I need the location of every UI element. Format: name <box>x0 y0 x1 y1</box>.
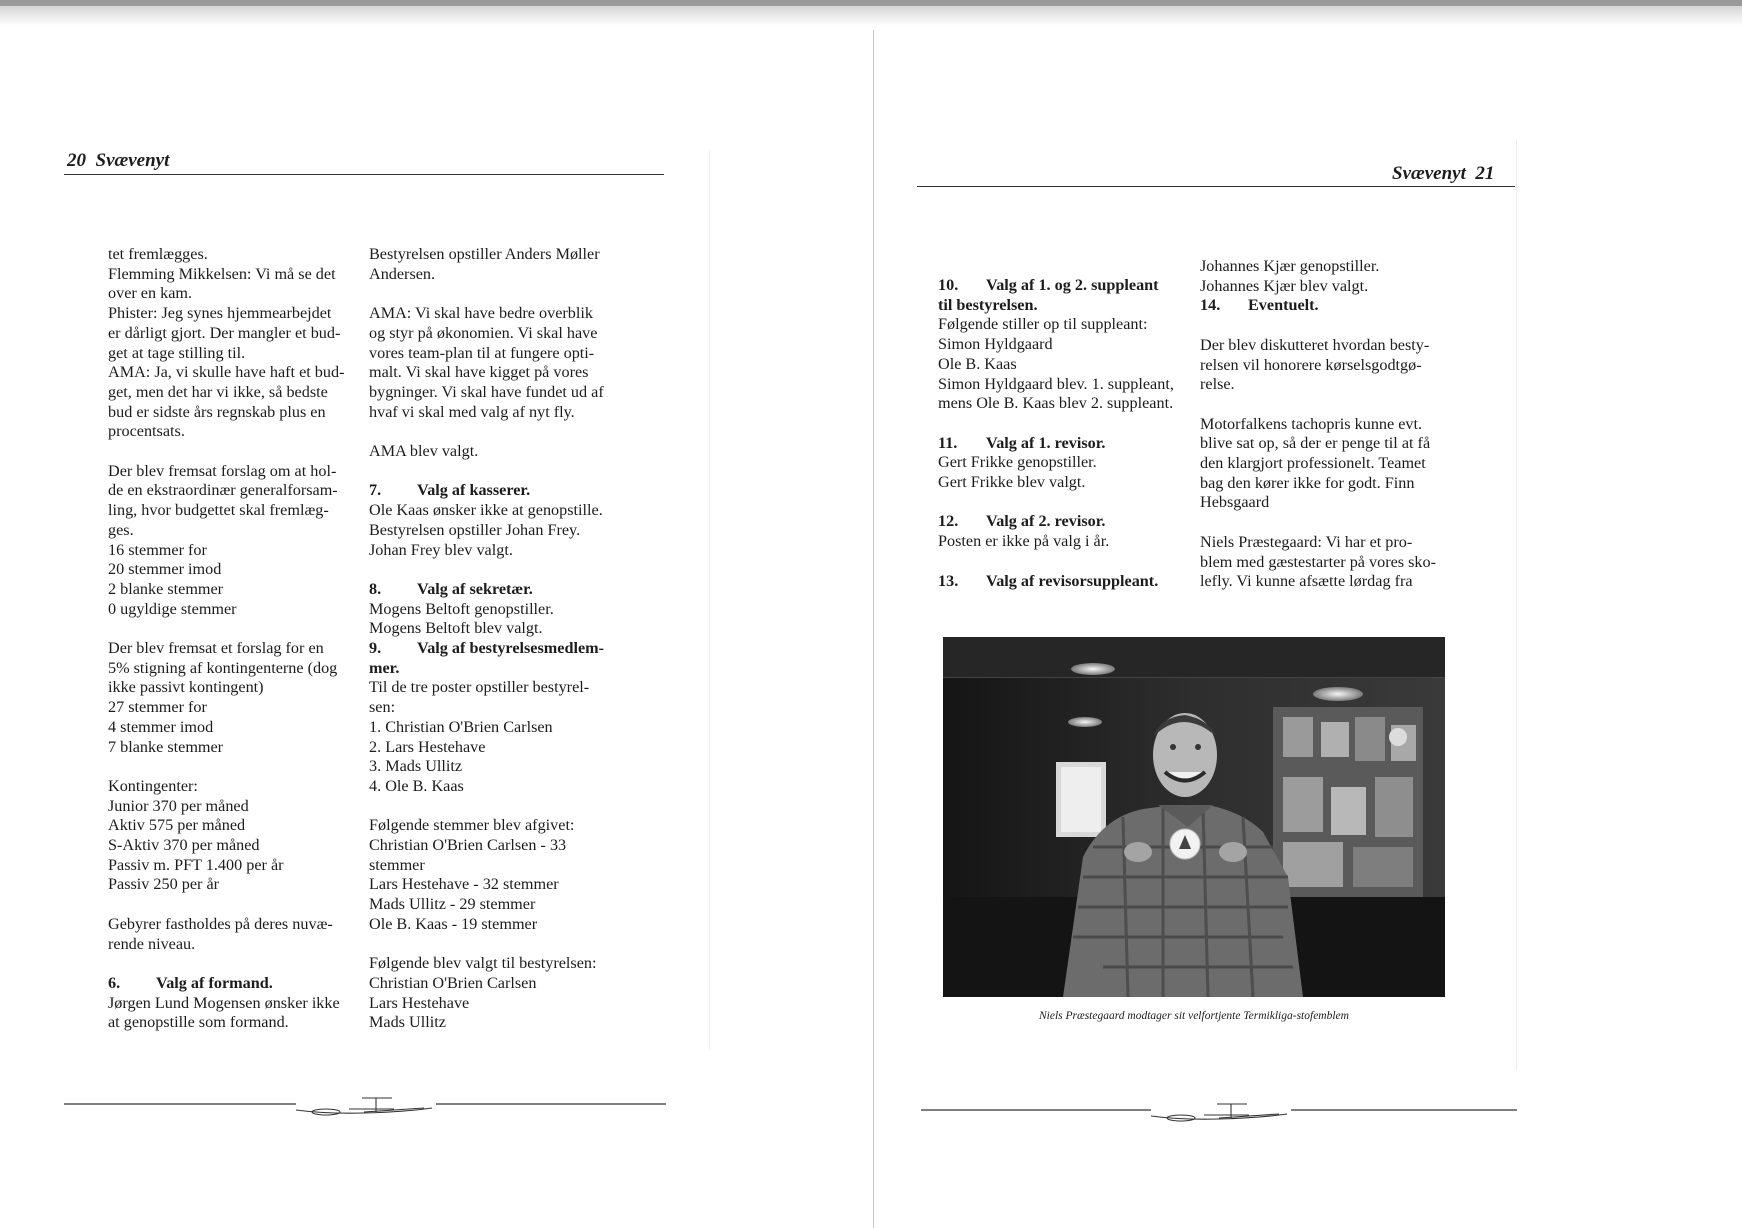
section-heading: 10. Valg af 1. og 2. suppleant <box>938 276 1159 294</box>
page-number: 21 <box>1475 163 1495 184</box>
text-line: er dårligt gjort. Der mangler et bud- <box>108 323 341 342</box>
section-heading: 13. Valg af revisorsuppleant. <box>938 571 1159 590</box>
paragraph <box>369 245 639 284</box>
section-heading: 9. Valg af bestyrelsesmedlem- <box>369 639 605 657</box>
text-line: Bestyrelsen opstiller Johan Frey. <box>369 520 581 539</box>
text-line: Posten er ikke på valg i år. <box>938 532 1110 551</box>
text-line: Der blev diskutteret hvordan besty- <box>1200 335 1430 354</box>
text-line: malt. Vi skal have kigget på vores <box>369 363 589 382</box>
text-line: relse. <box>1200 375 1235 394</box>
text-line: den klargjort professionelt. Teamet <box>1200 454 1426 472</box>
text-line: Christian O'Brien Carlsen - 33 <box>369 836 567 855</box>
text-line: over en kam. <box>108 284 193 303</box>
text-line: bygninger. Vi skal have fundet ud af <box>369 382 604 401</box>
text-line: Følgende stiller op til suppleant: <box>938 315 1148 334</box>
section-number: 13. <box>938 571 959 590</box>
photo-caption: Niels Præstegaard modtager sit velfortjente Termikliga-stofemblem <box>1039 1010 1349 1022</box>
text-line: Ole B. Kaas <box>938 354 1017 373</box>
header-rule <box>917 186 1515 187</box>
paragraph <box>1200 336 1460 395</box>
right-column-2 <box>1200 257 1460 612</box>
scan-shadow <box>0 6 1742 26</box>
text-line: ikke passivt kontingent) <box>108 678 264 697</box>
text-line: bud er sidste års regnskab plus en <box>108 402 326 421</box>
glider-icon <box>1151 1104 1287 1121</box>
text-line: 2. Lars Hestehave <box>369 737 486 756</box>
text-line: Passiv m. PFT 1.400 per år <box>108 855 284 874</box>
section-number: 11. <box>938 433 958 452</box>
section-9 <box>369 639 639 797</box>
text-line: mens Ole B. Kaas blev 2. suppleant. <box>938 394 1174 413</box>
text-line: Johannes Kjær genopstiller. <box>1200 257 1380 275</box>
text-line: 2 blanke stemmer <box>108 579 224 598</box>
paragraph <box>369 816 639 934</box>
text-line: de en ekstraordinær generalforsam- <box>108 481 338 500</box>
text-line: vores team-plan til at fungere opti- <box>369 343 595 362</box>
text-line: AMA: Ja, vi skulle have haft et bud- <box>108 363 345 382</box>
text-line: 27 stemmer for <box>108 698 207 717</box>
section-heading: 14. Eventuelt. <box>1200 296 1319 315</box>
text-line: Niels Præstegaard: Vi har et pro- <box>1200 532 1413 551</box>
text-line: 4. Ole B. Kaas <box>369 776 464 795</box>
text-line: Aktiv 575 per måned <box>108 816 246 835</box>
text-line: Mogens Beltoft genopstiller. <box>369 599 554 618</box>
text-line: get at tage stilling til. <box>108 343 246 362</box>
paragraph <box>369 954 639 1033</box>
section-number: 14. <box>1200 296 1221 315</box>
text-line: Hebsgaard <box>1200 493 1270 512</box>
text-line: Johannes Kjær blev valgt. <box>1200 276 1369 295</box>
section-8 <box>369 580 639 639</box>
text-line: AMA blev valgt. <box>369 442 479 460</box>
text-line: Ole B. Kaas - 19 stemmer <box>369 914 538 933</box>
text-line: Mads Ullitz <box>369 1013 446 1032</box>
paragraph <box>1200 257 1460 296</box>
text-line: 5% stigning af kontingenterne (dog <box>108 658 338 677</box>
text-line: Følgende stemmer blev afgivet: <box>369 816 575 835</box>
text-line: Andersen. <box>369 264 436 283</box>
section-number: 6. <box>108 973 121 992</box>
text-line: Gebyrer fastholdes på deres nuvæ- <box>108 914 333 933</box>
section-6 <box>108 974 368 1033</box>
right-column-1 <box>938 276 1203 611</box>
page-spine <box>873 30 874 1228</box>
text-line: Til de tre poster opstiller bestyrel- <box>369 678 590 697</box>
page-header <box>67 150 169 172</box>
text-line: til bestyrelsen. <box>938 295 1038 314</box>
text-line: tet fremlægges. <box>108 245 208 263</box>
section-14 <box>1200 296 1460 316</box>
text-line: ges. <box>108 520 134 539</box>
text-line: ling, hvor budgettet skal fremlæg- <box>108 501 329 520</box>
section-11 <box>938 434 1203 493</box>
text-line: Følgende blev valgt til bestyrelsen: <box>369 954 597 973</box>
text-line: Phister: Jeg synes hjemmearbejdet <box>108 304 332 323</box>
text-line: rende niveau. <box>108 934 196 953</box>
section-13 <box>938 572 1203 592</box>
page-number: 20 <box>67 150 86 171</box>
text-line: Junior 370 per måned <box>108 796 249 815</box>
text-line: lefly. Vi kunne afsætte lørdag fra <box>1200 572 1413 591</box>
text-line: Jørgen Lund Mogensen ønsker ikke <box>108 993 340 1012</box>
footer-ornament <box>921 1098 1517 1128</box>
text-line: Passiv 250 per år <box>108 875 220 894</box>
text-line: 0 ugyldige stemmer <box>108 599 237 618</box>
text-line: Ole Kaas ønsker ikke at genopstille. <box>369 501 603 520</box>
text-line: 7 blanke stemmer <box>108 737 224 756</box>
text-line: procentsats. <box>108 422 185 441</box>
page-header <box>1392 163 1494 185</box>
text-line: Gert Frikke genopstiller. <box>938 453 1097 472</box>
text-line: blem med gæstestarter på vores sko- <box>1200 552 1437 571</box>
glider-icon <box>296 1098 432 1115</box>
text-line: Kontingenter: <box>108 776 198 795</box>
header-rule <box>64 174 664 175</box>
text-line: bag den kører ikke for godt. Finn <box>1200 473 1415 492</box>
paragraph <box>369 304 639 422</box>
section-heading: 7. Valg af kasserer. <box>369 481 531 500</box>
section-number: 9. <box>369 639 382 657</box>
text-line: Bestyrelsen opstiller Anders Møller <box>369 245 600 263</box>
text-line: Der blev fremsat et forslag for en <box>108 639 324 658</box>
paragraph <box>108 777 368 895</box>
text-line: Motorfalkens tachopris kunne evt. <box>1200 414 1423 433</box>
section-12 <box>938 512 1203 551</box>
section-number: 8. <box>369 579 382 598</box>
photo <box>943 637 1445 997</box>
text-line: mer. <box>369 658 400 677</box>
text-line: S-Aktiv 370 per måned <box>108 836 260 855</box>
paragraph <box>369 442 639 462</box>
footer-ornament <box>64 1092 666 1122</box>
text-line: Mogens Beltoft blev valgt. <box>369 619 543 638</box>
section-number: 12. <box>938 512 959 531</box>
text-line: hvaf vi skal med valg af nyt fly. <box>369 402 575 421</box>
text-line: Flemming Mikkelsen: Vi må se det <box>108 264 336 283</box>
paragraph <box>108 639 368 757</box>
section-heading: 11. Valg af 1. revisor. <box>938 433 1106 452</box>
section-number: 7. <box>369 481 382 500</box>
text-line: 4 stemmer imod <box>108 717 214 736</box>
text-line: Johan Frey blev valgt. <box>369 540 513 559</box>
show-through-line <box>1516 140 1517 1070</box>
text-line: Simon Hyldgaard blev. 1. suppleant, <box>938 374 1174 393</box>
left-column-1 <box>108 245 368 1033</box>
publication-title: Svævenyt <box>95 150 170 171</box>
paragraph <box>108 462 368 620</box>
text-line: 3. Mads Ullitz <box>369 757 463 776</box>
text-line: og styr på økonomien. Vi skal have <box>369 323 598 342</box>
text-line: Mads Ullitz - 29 stemmer <box>369 895 536 914</box>
text-line: 16 stemmer for <box>108 540 207 559</box>
text-line: at genopstille som formand. <box>108 1013 289 1032</box>
text-line: blive sat op, så der er penge til at få <box>1200 434 1431 453</box>
text-line: stemmer <box>369 855 425 874</box>
text-line: Gert Frikke blev valgt. <box>938 473 1086 492</box>
publication-title: Svævenyt <box>1392 163 1466 184</box>
section-number: 10. <box>938 276 959 294</box>
section-heading: 8. Valg af sekretær. <box>369 579 533 598</box>
text-line: Lars Hestehave <box>369 993 470 1012</box>
section-heading: 12. Valg af 2. revisor. <box>938 512 1106 531</box>
show-through-line <box>709 150 710 1050</box>
paragraph <box>108 915 368 954</box>
paragraph <box>1200 533 1460 592</box>
left-column-2 <box>369 245 639 1053</box>
text-line: get, men det har vi ikke, så bedste <box>108 382 328 401</box>
text-line: 20 stemmer imod <box>108 560 222 579</box>
text-line: AMA: Vi skal have bedre overblik <box>369 304 593 323</box>
section-heading: 6. Valg af formand. <box>108 973 273 992</box>
paragraph <box>1200 415 1460 514</box>
section-10 <box>938 276 1203 414</box>
text-line: sen: <box>369 698 396 717</box>
text-line: Christian O'Brien Carlsen <box>369 973 537 992</box>
text-line: relsen vil honorere kørselsgodtgø- <box>1200 355 1422 374</box>
paragraph <box>108 245 368 442</box>
text-line: Lars Hestehave - 32 stemmer <box>369 875 559 894</box>
text-line: 1. Christian O'Brien Carlsen <box>369 717 553 736</box>
text-line: Der blev fremsat forslag om at hol- <box>108 461 337 480</box>
text-line: Simon Hyldgaard <box>938 335 1053 354</box>
section-7 <box>369 481 639 560</box>
